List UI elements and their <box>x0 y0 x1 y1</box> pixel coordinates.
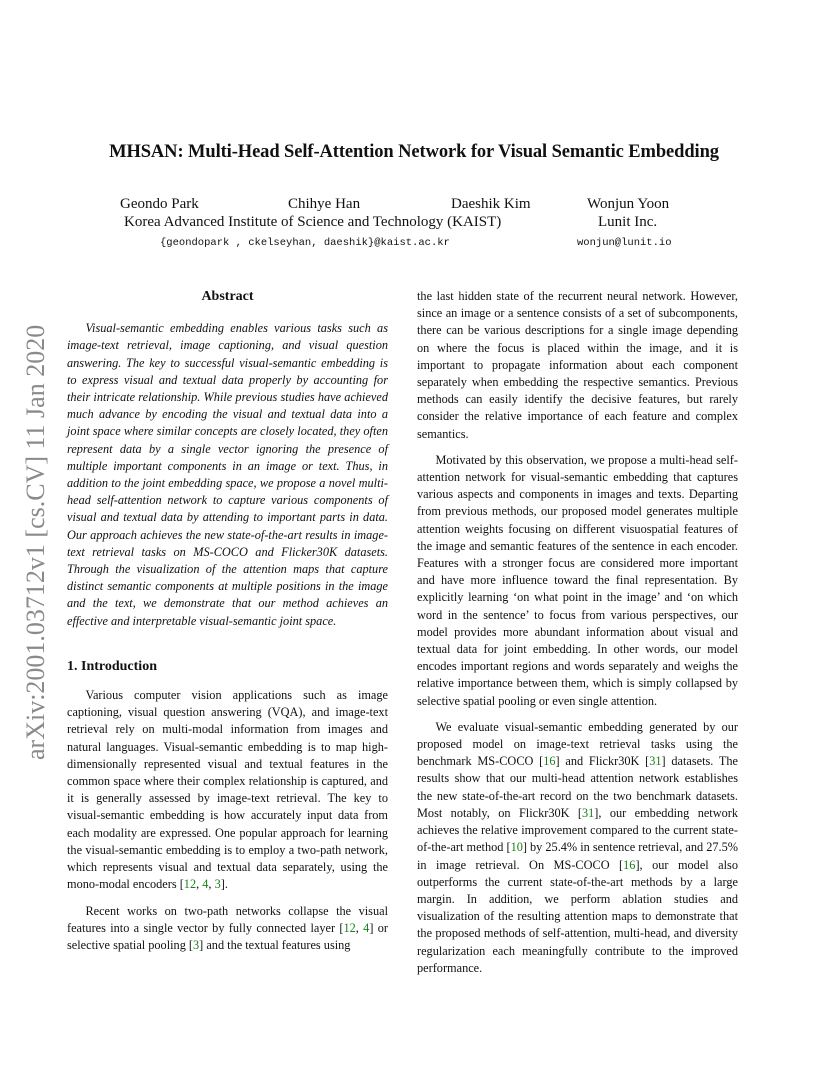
abstract-text: Visual-semantic embedding enables various tasks such as image-text retrieval, image captioning, and visual question answering. The key to successful visual-semantic embedding is to express visual and textual data properly by accounting for their intricate relationship. While previous studies have achieved much advance by encoding the visual and textual data into a joint space where similar concepts are closely located, they often represent data by a single vector ignoring the presence of multiple important components in an image or text. Thus, in addition to the joint embedding space, we propose a novel multi-head self-attention network to capture various components of visual and textual data by attending to important parts in data. Our approach achieves the new state-of-the-art results in image-text retrieval tasks on MS-COCO and Flicker30K datasets. Through the visualization of the attention maps that capture distinct semantic components at multiple positions in the image and the text, we demonstrate that our method achieves an effective and interpretable visual-semantic joint space. <box>67 321 388 628</box>
email-kaist[interactable]: {geondopark , ckelseyhan, daeshik}@kaist.ac.kr <box>160 237 450 249</box>
arxiv-stamp <box>22 290 50 760</box>
citation-link[interactable]: 12 <box>343 920 356 935</box>
text-span: ]. <box>220 877 228 892</box>
affiliation-kaist: Korea Advanced Institute of Science and Technology (KAIST) <box>124 214 502 230</box>
citation-link[interactable]: 31 <box>649 754 662 769</box>
affiliation-lunit: Lunit Inc. <box>598 214 658 230</box>
paragraph: the last hidden state of the recurrent neural network. However, since an image or a sentence consists of a set of subcomponents, there can be various descriptions for a single image depending on where the focus is placed within the image, and it is important to propagate information about each component separately when embedding the respective semantics. Previous methods can easily identify the decisive features, but rarely consider the relative importance of each feature and complex semantics. <box>417 289 738 441</box>
text-span: , <box>355 920 364 935</box>
text-span: Various computer vision applications such as image captioning, visual question answering (VQA), and image-text retrieval rely on multi-modal information from images and natural languages. Visual-semantic embedding is to map high-dimensionally represented visual and textual features in the common space where their complex relationship is captured, and it is generally assessed by image-text retrieval. The key to visual-semantic embedding is how accurately input data from each modality are expressed. One popular approach for learning the visual-semantic embedding is to employ a two-path network, which represents visual and textual data separately, using the mono-modal encoders [ <box>67 688 388 892</box>
abstract-heading: Abstract <box>201 289 254 304</box>
text-span: ] datasets. The results show that our multi-head attention network establishes the new state-of-the-art record on the two benchmark datasets. Most notably, on Flickr30K [ <box>417 754 739 820</box>
right-column <box>417 288 738 986</box>
text-span: ] by 25.4% in sentence retrieval, and 27.5% in image retrieval. On MS-COCO [ <box>417 840 738 872</box>
citation-link[interactable]: 4 <box>363 920 370 935</box>
author-name: Chihye Han <box>288 196 361 212</box>
arxiv-id[interactable]: arXiv:2001.03712v1 [cs.CV] 11 Jan 2020 <box>21 324 50 760</box>
citation-link[interactable]: 16 <box>623 857 636 872</box>
citation-link[interactable]: 3 <box>193 937 200 952</box>
paragraph <box>417 719 738 977</box>
paragraph <box>67 687 388 893</box>
text-span: ] or selective spatial pooling [ <box>67 920 388 952</box>
text-span: ], our model also outperforms the current state-of-the-art methods by a large margin. In addition, we perform ablation studies and visualization of the resulting attention maps to demonstrate that the proposed methods of self-attention, multi-head, and diversity regularization each meaningfully contribute to the improved performance. <box>417 857 738 975</box>
citation-link[interactable]: 10 <box>510 840 523 855</box>
citation-link[interactable]: 16 <box>543 754 556 769</box>
text-span: Recent works on two-path networks collapse the visual features into a single vector by fully connected layer [ <box>67 903 388 935</box>
text-span: , <box>208 877 215 892</box>
citation-link[interactable]: 3 <box>214 877 221 892</box>
left-column <box>67 288 388 963</box>
text-span: ], our embedding network achieves the relative improvement compared to the current state-of-the-art method [ <box>417 805 738 855</box>
paragraph: Motivated by this observation, we propose a multi-head self-attention network for visual-semantic embedding that captures various aspects and components in images and texts. Departing from previous methods, our proposed model generates multiple attention weights focusing on different visuospatial features of the image and semantic features of the sentence in each encoder. Features with a stronger focus are considered more important and have more influence toward the final representation. By explicitly learning ‘on what point in the image’ and ‘on which word in the sentence’ to focus from various perspectives, our model provides more abundant information about visual and textual data for joint embedding. In other words, our model encodes important regions and words separately and weighs the relative importance between them, which is simply collapsed by selective spatial pooling or even single attention. <box>417 452 738 708</box>
citation-link[interactable]: 12 <box>183 877 197 892</box>
email-lunit[interactable]: wonjun@lunit.io <box>577 237 672 249</box>
text-span: ] and Flickr30K [ <box>555 754 650 769</box>
text-span: We evaluate visual-semantic embedding generated by our proposed model on image-text retrieval tasks using the benchmark MS-COCO [ <box>417 719 738 769</box>
author-name: Geondo Park <box>120 196 199 212</box>
paragraph <box>67 903 388 955</box>
section-heading: 1. Introduction <box>67 658 157 674</box>
citation-link[interactable]: 31 <box>582 805 595 820</box>
citation-link[interactable]: 4 <box>202 877 209 892</box>
text-span: , <box>196 877 203 892</box>
text-span: ] and the textual features using <box>199 937 351 952</box>
author-name: Wonjun Yoon <box>587 196 670 212</box>
author-name: Daeshik Kim <box>451 196 531 212</box>
paper-title: MHSAN: Multi-Head Self-Attention Network for Visual Semantic Embedding <box>109 142 719 162</box>
